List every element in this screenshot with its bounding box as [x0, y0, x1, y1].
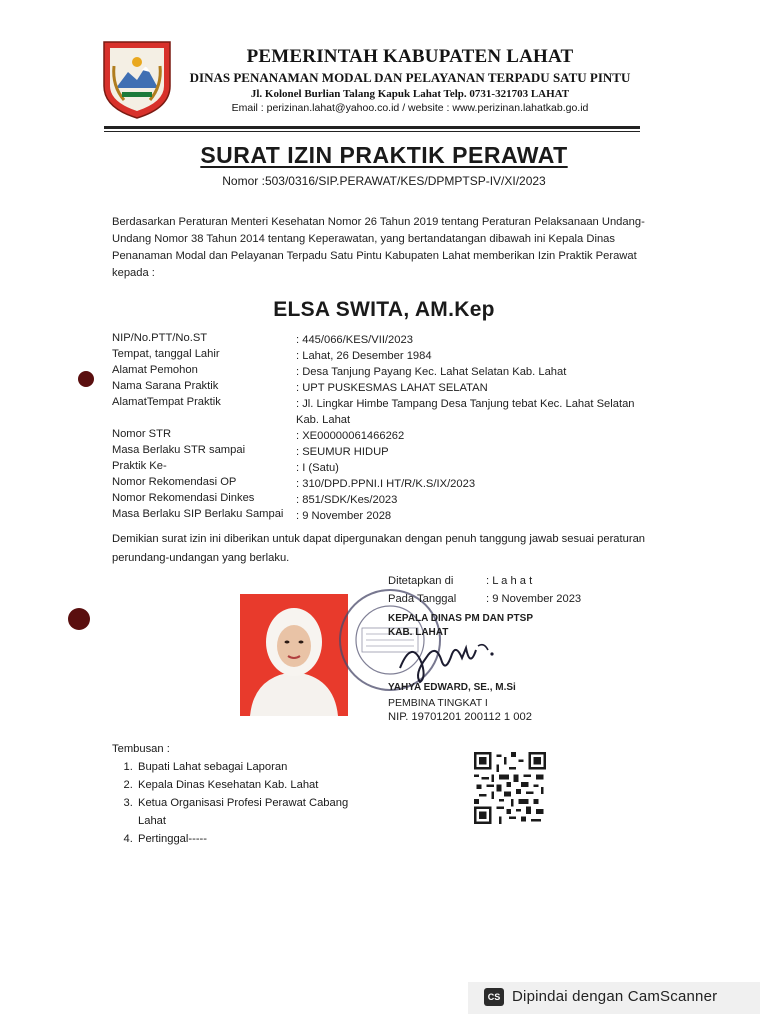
signature-date-label: Pada Tanggal: [388, 593, 457, 605]
closing-paragraph: Demikian surat izin ini diberikan untuk dapat dipergunakan dengan penuh tanggung jawab sesuai peraturan perundang-undangan yang berlaku.: [112, 533, 646, 564]
document-number: Nomor :503/0316/SIP.PERAWAT/KES/DPMPTSP-IV/XI/2023: [222, 174, 546, 188]
detail-label: Nama Sarana Praktik: [112, 380, 219, 392]
copies-list: [112, 758, 412, 848]
detail-label: AlamatTempat Praktik: [112, 396, 221, 408]
detail-row: [112, 348, 652, 364]
signing-region: KAB. LAHAT: [388, 627, 449, 638]
license-details: [112, 332, 652, 524]
letterhead: [180, 46, 640, 114]
list-item: 4. Pertinggal-----: [136, 830, 412, 848]
detail-label: Tempat, tanggal Lahir: [112, 348, 220, 360]
detail-value: : UPT PUSKESMAS LAHAT SELATAN: [296, 382, 488, 394]
detail-value: : 445/066/KES/VII/2023: [296, 334, 413, 346]
detail-row: [112, 460, 652, 476]
list-item: 3. Ketua Organisasi Profesi Perawat Cabang Lahat: [136, 794, 358, 830]
signature-date-value: : 9 November 2023: [486, 593, 582, 605]
detail-row: [112, 492, 652, 508]
qr-code-icon: [474, 752, 546, 824]
intro-paragraph: Berdasarkan Peraturan Menteri Kesehatan Nomor 26 Tahun 2019 tentang Peraturan Pelaksanaan Undang-Undang Nomor 38 Tahun 2014 tentang Keperawatan, yang bertandatangan dibawah ini Kepala Dinas Penanaman Modal dan Pelayanan Terpadu Satu Pintu Kabupaten Lahat memberikan Izin Praktik Perawat kepada :: [112, 216, 645, 279]
signatory-name: YAHYA EDWARD, SE., M.Si: [388, 682, 516, 693]
detail-label: Nomor Rekomendasi Dinkes: [112, 492, 255, 504]
punch-hole: [68, 608, 90, 630]
list-item: 2. Kepala Dinas Kesehatan Kab. Lahat: [136, 776, 412, 794]
detail-row: [112, 396, 652, 428]
document-title-text: SURAT IZIN PRAKTIK PERAWAT: [200, 142, 568, 168]
detail-value: : SEUMUR HIDUP: [296, 446, 389, 458]
letterhead-divider-thin: [104, 131, 640, 132]
detail-label: Alamat Pemohon: [112, 364, 198, 376]
signatory-rank: PEMBINA TINGKAT I: [388, 697, 488, 709]
detail-row: [112, 476, 652, 492]
detail-value: : 310/DPD.PPNI.I HT/R/K.S/IX/2023: [296, 478, 476, 490]
copies-section: [112, 740, 412, 848]
handwritten-signature-icon: [392, 628, 502, 686]
copies-heading: Tembusan :: [112, 743, 170, 755]
detail-row: [112, 428, 652, 444]
camscanner-text: Dipindai dengan CamScanner: [512, 988, 718, 1005]
detail-value: : 9 November 2028: [296, 510, 392, 522]
detail-row: [112, 444, 652, 460]
signing-office: KEPALA DINAS PM DAN PTSP: [388, 613, 534, 624]
detail-row: [112, 332, 652, 348]
detail-row: [112, 364, 652, 380]
detail-label: Nomor Rekomendasi OP: [112, 476, 237, 488]
camscanner-logo-icon: CS: [484, 988, 504, 1006]
detail-label: Masa Berlaku STR sampai: [112, 444, 246, 456]
regency-emblem-icon: [100, 36, 174, 120]
detail-label: Nomor STR: [112, 428, 172, 440]
camscanner-watermark: [468, 982, 760, 1014]
document-title: [0, 142, 768, 169]
list-item: 1. Bupati Lahat sebagai Laporan: [136, 758, 412, 776]
signatory-nip: NIP. 19701201 200112 1 002: [388, 711, 532, 723]
detail-value: : Jl. Lingkar Himbe Tampang Desa Tanjung tebat Kec. Lahat Selatan Kab. Lahat: [296, 398, 635, 426]
agency-contact: Email : perizinan.lahat@yahoo.co.id / website : www.perizinan.lahatkab.go.id: [231, 102, 589, 114]
signature-place-value: : L a h a t: [486, 575, 533, 587]
license-holder-name: ELSA SWITA, AM.Kep: [273, 298, 495, 321]
detail-value: : XE00000061466262: [296, 430, 405, 442]
detail-row: [112, 380, 652, 396]
detail-label: Masa Berlaku SIP Berlaku Sampai: [112, 508, 284, 520]
detail-value: : 851/SDK/Kes/2023: [296, 494, 398, 506]
letterhead-divider-thick: [104, 126, 640, 129]
detail-value: : Desa Tanjung Payang Kec. Lahat Selatan Kab. Lahat: [296, 366, 567, 378]
detail-label: Praktik Ke-: [112, 460, 167, 472]
government-name: PEMERINTAH KABUPATEN LAHAT: [246, 46, 574, 67]
detail-row: [112, 508, 652, 524]
agency-name: DINAS PENANAMAN MODAL DAN PELAYANAN TERPADU SATU PINTU: [189, 70, 631, 85]
detail-value: : Lahat, 26 Desember 1984: [296, 350, 432, 362]
detail-value: : I (Satu): [296, 462, 339, 474]
agency-address: Jl. Kolonel Burlian Talang Kapuk Lahat Telp. 0731-321703 LAHAT: [250, 88, 570, 100]
punch-hole: [78, 371, 94, 387]
detail-label: NIP/No.PTT/No.ST: [112, 332, 208, 344]
signature-place-label: Ditetapkan di: [388, 575, 454, 587]
